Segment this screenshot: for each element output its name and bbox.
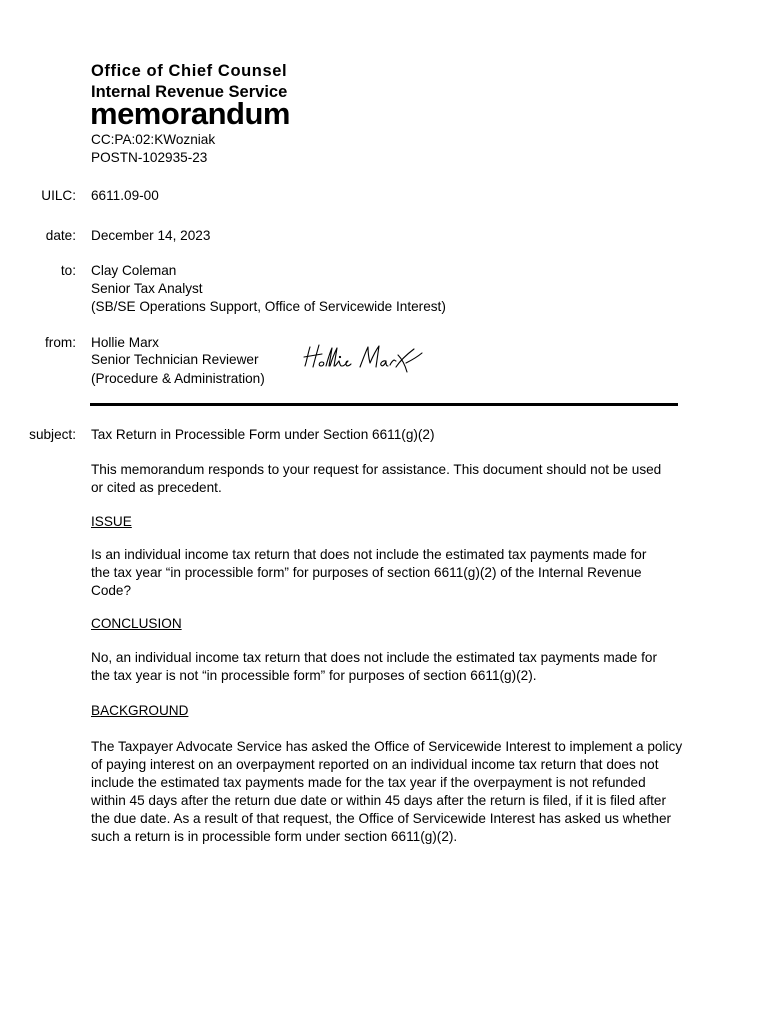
document-type-title: memorandum	[90, 96, 290, 131]
from-label: from:	[45, 335, 76, 350]
to-office: (SB/SE Operations Support, Office of Servicewide Interest)	[91, 299, 446, 314]
uilc-value: 6611.09-00	[91, 188, 159, 203]
background-paragraph: The Taxpayer Advocate Service has asked the Office of Servicewide Interest to implement a policy of paying interest on an overpayment reported on an individual income tax return that does not include the estimated tax payments made for the tax year if the overpayment is not refunded within 45 days after the return due date or within 45 days after the return is filed, if it is filed after the due date. As a result of that request, the Office of Servicewide Interest has asked us whether such a return is in processible form under section 6611(g)(2).	[91, 739, 683, 844]
agency-name: Internal Revenue Service	[91, 83, 288, 101]
from-office: (Procedure & Administration)	[91, 371, 265, 386]
office-name: Office of Chief Counsel	[91, 62, 288, 80]
from-name: Hollie Marx	[91, 335, 159, 350]
date-value: December 14, 2023	[91, 228, 211, 243]
conclusion-heading: CONCLUSION	[91, 616, 182, 631]
subject-label: subject:	[29, 427, 76, 442]
to-title: Senior Tax Analyst	[91, 281, 203, 296]
to-label: to:	[60, 263, 76, 278]
intro-paragraph: This memorandum responds to your request for assistance. This document should not be used or cited as precedent.	[91, 462, 662, 495]
header-divider	[90, 403, 678, 406]
issue-paragraph: Is an individual income tax return that does not include the estimated tax payments made for the tax year “in processible form” for purposes of section 6611(g)(2) of the Internal Revenue Code?	[91, 547, 647, 598]
office-symbol: CC:PA:02:KWozniak	[91, 132, 216, 147]
from-title: Senior Technician Reviewer	[91, 352, 259, 367]
uilc-label: UILC:	[41, 188, 76, 203]
issue-heading: ISSUE	[91, 514, 132, 529]
background-heading: BACKGROUND	[91, 703, 189, 718]
conclusion-paragraph: No, an individual income tax return that does not include the estimated tax payments made for the tax year is not “in processible form” for purposes of section 6611(g)(2).	[91, 650, 657, 683]
to-name: Clay Coleman	[91, 263, 177, 278]
date-label: date:	[45, 228, 76, 243]
signature-image	[302, 341, 424, 375]
postn-number: POSTN-102935-23	[91, 150, 208, 165]
subject-value: Tax Return in Processible Form under Section 6611(g)(2)	[91, 427, 435, 442]
